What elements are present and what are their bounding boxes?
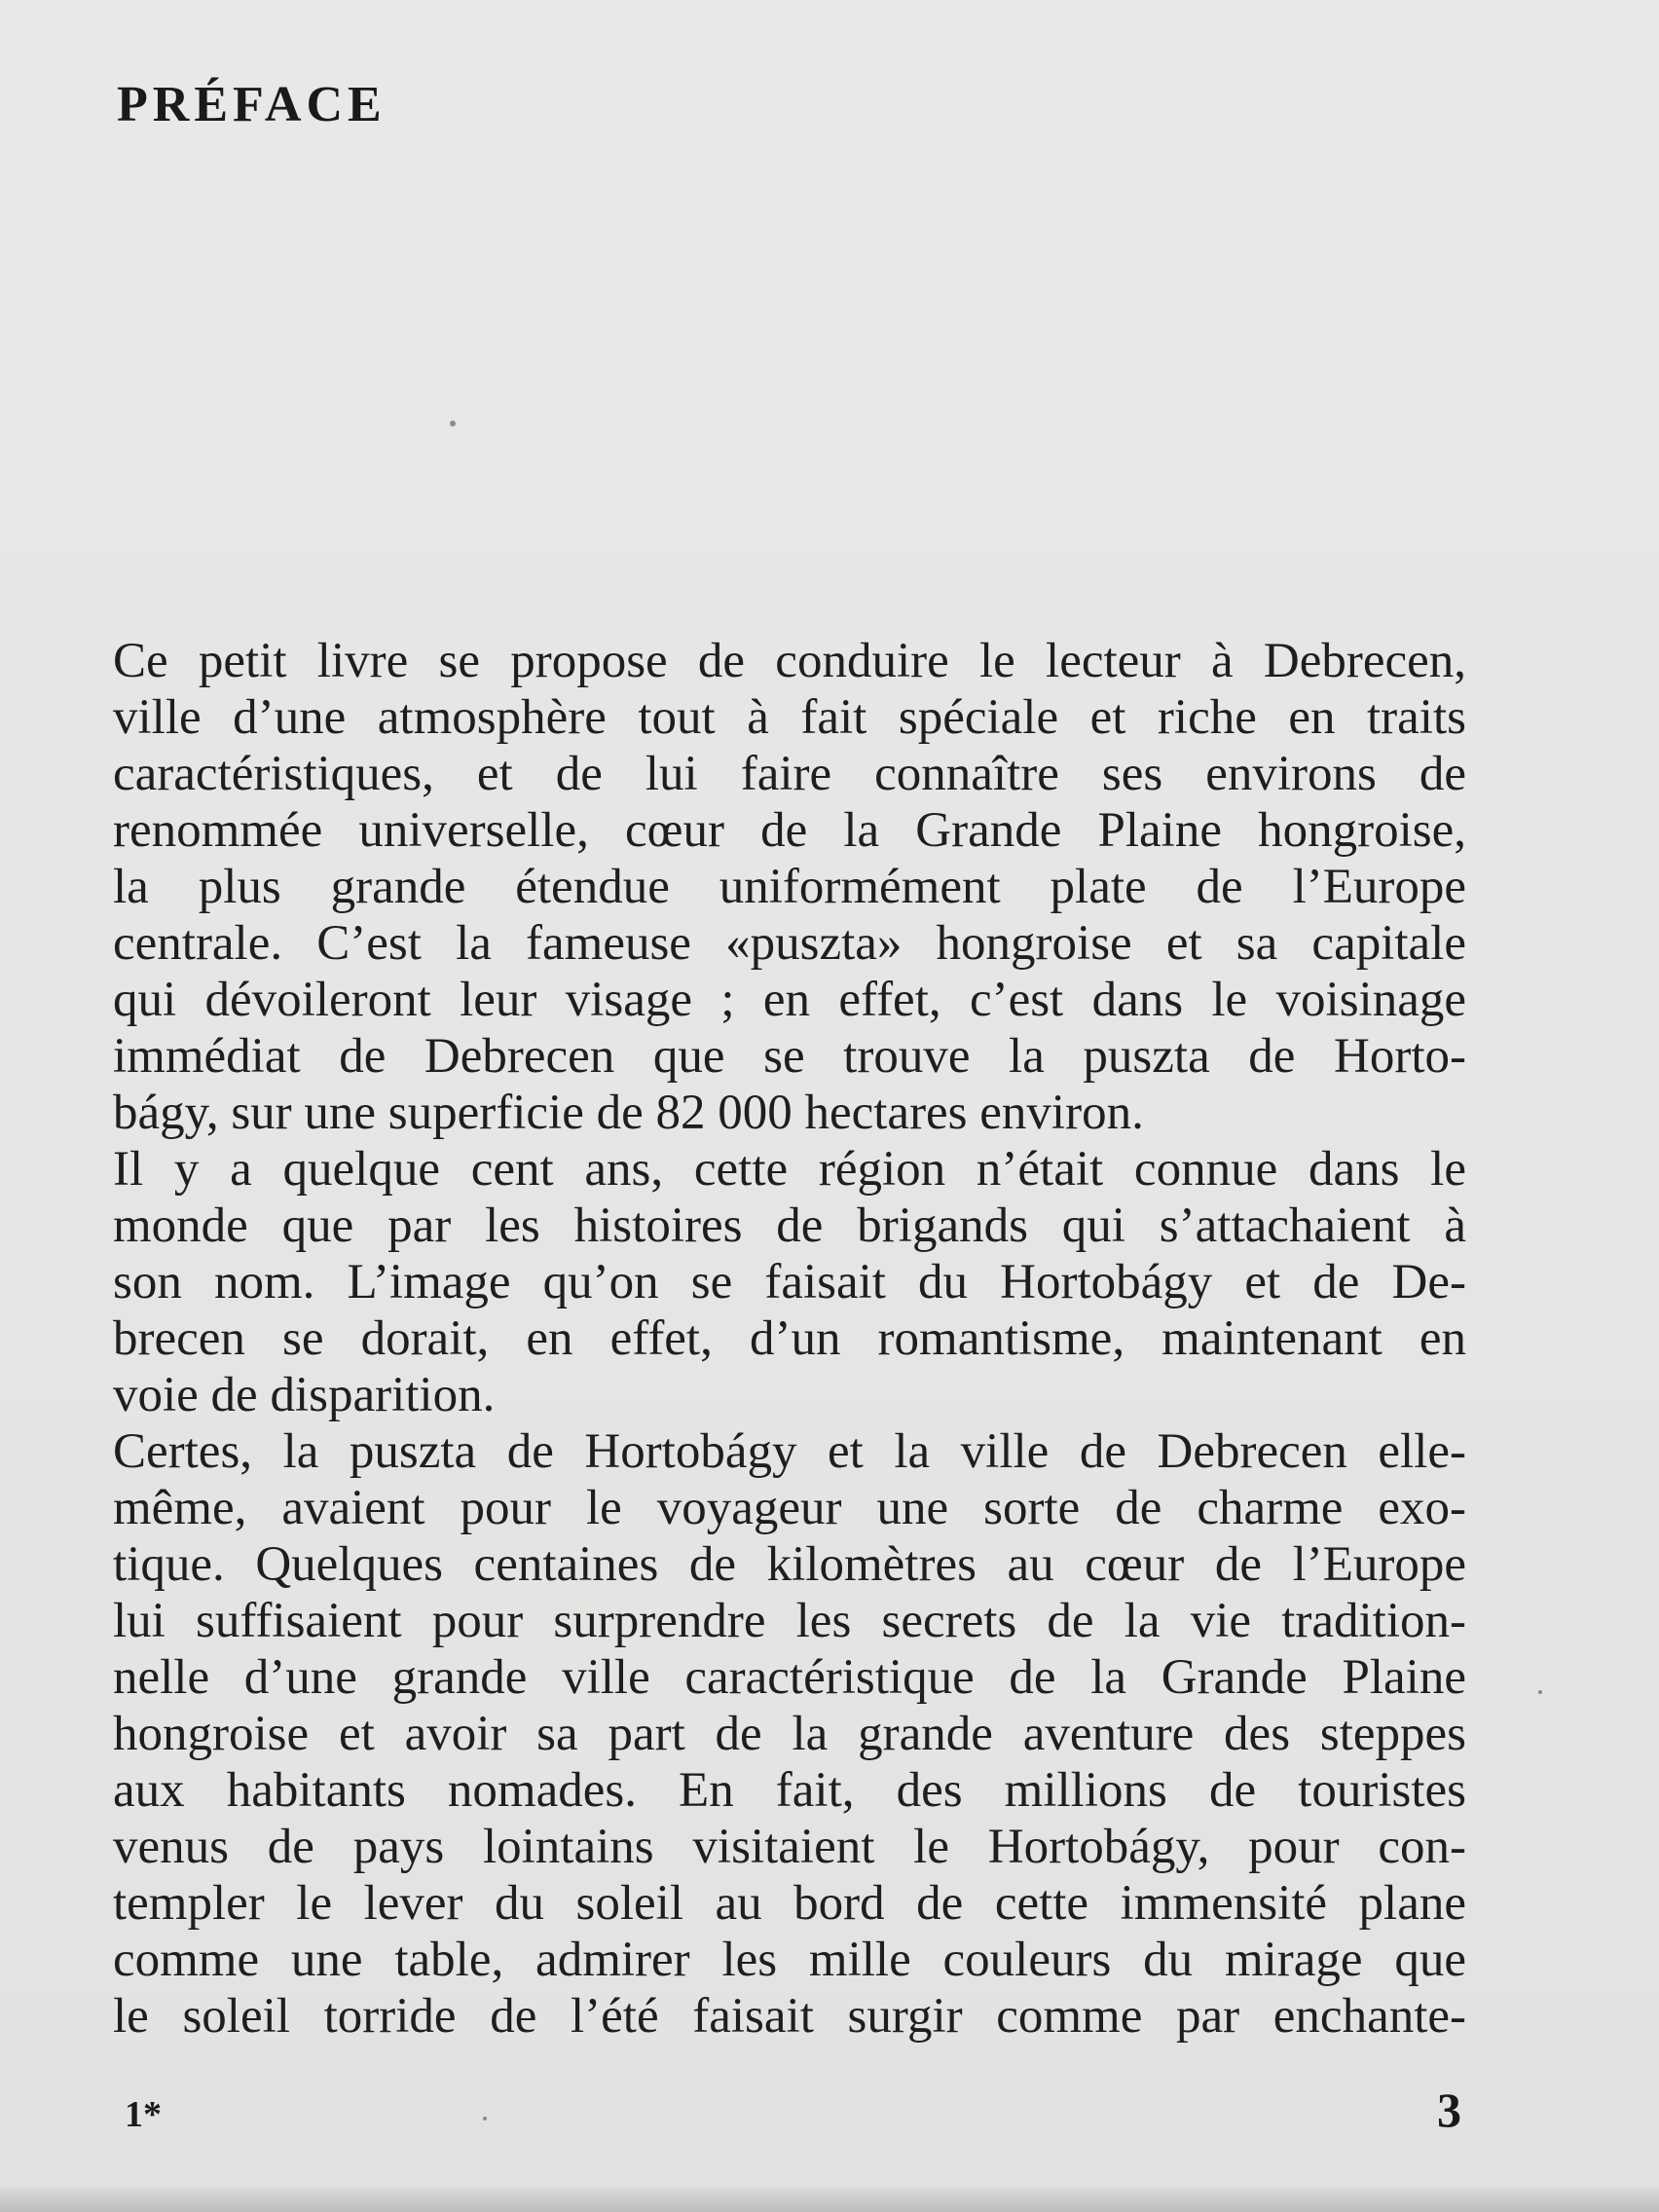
text-line: caractéristiques, et de lui faire connaître ses environs de: [113, 747, 1466, 801]
text-line: lui suffisaient pour surprendre les secrets de la vie tradition-: [113, 1594, 1466, 1648]
page-number: 3: [1437, 2083, 1461, 2137]
text-line: Certes, la puszta de Hortobágy et la ville de Debrecen elle-: [113, 1424, 1466, 1479]
text-line: immédiat de Debrecen que se trouve la puszta de Horto-: [113, 1029, 1466, 1084]
text-line: même, avaient pour le voyageur une sorte de charme exo-: [113, 1481, 1466, 1535]
text-line: brecen se dorait, en effet, d’un romantisme, maintenant en: [113, 1311, 1466, 1366]
paper-speck: [450, 421, 456, 426]
text-line: venus de pays lointains visitaient le Hortobágy, pour con-: [113, 1820, 1466, 1874]
text-line: bágy, sur une superficie de 82 000 hectares environ.: [113, 1086, 1144, 1140]
text-line: voie de disparition.: [113, 1368, 496, 1422]
text-line: nelle d’une grande ville caractéristique de la Grande Plaine: [113, 1650, 1466, 1705]
text-line: Il y a quelque cent ans, cette région n’était connue dans le: [113, 1142, 1466, 1197]
text-line: centrale. C’est la fameuse «puszta» hongroise et sa capitale: [113, 916, 1466, 971]
text-line: hongroise et avoir sa part de la grande aventure des steppes: [113, 1707, 1466, 1761]
body-text: [113, 633, 1466, 2045]
scan-edge: [0, 2187, 1659, 2212]
text-line: Ce petit livre se propose de conduire le lecteur à Debrecen,: [113, 634, 1466, 688]
text-line: le soleil torride de l’été faisait surgir comme par enchante-: [113, 1989, 1466, 2044]
text-line: son nom. L’image qu’on se faisait du Hortobágy et de De-: [113, 1255, 1466, 1309]
paper-speck: [1538, 1690, 1542, 1694]
text-line: tique. Quelques centaines de kilomètres au cœur de l’Europe: [113, 1537, 1466, 1592]
text-line: templer le lever du soleil au bord de cette immensité plane: [113, 1876, 1466, 1931]
paper-speck: [483, 2117, 487, 2120]
text-line: ville d’une atmosphère tout à fait spéciale et riche en traits: [113, 690, 1466, 745]
signature-mark: 1*: [125, 2094, 162, 2135]
text-line: la plus grande étendue uniformément plate de l’Europe: [113, 860, 1466, 914]
text-line: qui dévoileront leur visage ; en effet, c’est dans le voisinage: [113, 973, 1466, 1027]
page-heading: PRÉFACE: [117, 77, 387, 132]
text-line: monde que par les histoires de brigands qui s’attachaient à: [113, 1198, 1466, 1253]
text-line: aux habitants nomades. En fait, des millions de touristes: [113, 1763, 1466, 1818]
text-line: comme une table, admirer les mille couleurs du mirage que: [113, 1933, 1466, 1987]
text-line: renommée universelle, cœur de la Grande Plaine hongroise,: [113, 803, 1466, 858]
